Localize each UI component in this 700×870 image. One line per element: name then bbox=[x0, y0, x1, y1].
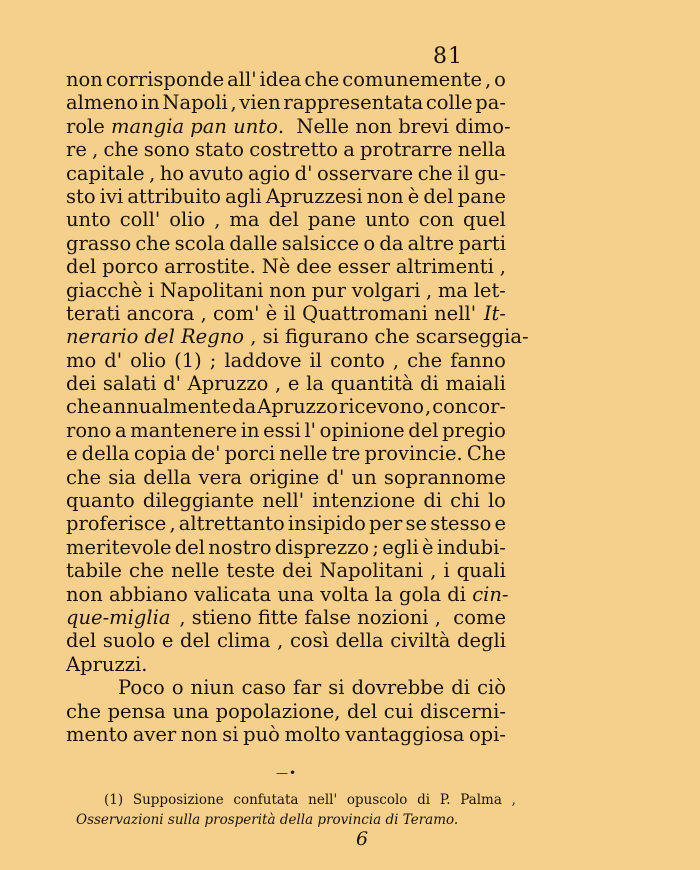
text-line bbox=[66, 372, 506, 395]
text-line bbox=[66, 582, 509, 606]
text-segment: proferisce , altrettanto insipido per se stesso e bbox=[66, 512, 506, 536]
text-segment: terati ancora , com' è il Quattromani nell' bbox=[66, 301, 483, 325]
text-line bbox=[66, 302, 506, 325]
text-segment: giacchè i Napolitani non pur volgari , ma let- bbox=[66, 278, 506, 302]
italic-text: mangia pan unto bbox=[111, 114, 278, 138]
text-segment: Poco o niun caso far si dovrebbe di ciò bbox=[118, 676, 506, 700]
footnote bbox=[76, 790, 516, 830]
text-segment: tabile che nelle teste dei Napolitani , i quali bbox=[66, 559, 506, 583]
body-text bbox=[66, 68, 529, 746]
text-segment: Apruzzi. bbox=[66, 652, 148, 676]
page-number: 81 bbox=[433, 44, 463, 69]
text-line bbox=[66, 700, 506, 723]
text-segment: dei salati d' Apruzzo , e la quantità di maiali bbox=[66, 372, 506, 396]
text-line bbox=[66, 536, 506, 559]
text-line bbox=[66, 676, 506, 699]
text-line bbox=[66, 279, 506, 302]
text-segment: che annualmente da Apruzzo ricevono , concor- bbox=[66, 395, 506, 419]
text-line bbox=[66, 114, 511, 138]
text-line bbox=[66, 325, 529, 349]
text-segment: . Nelle non brevi dimo- bbox=[277, 114, 511, 138]
text-line bbox=[66, 349, 506, 372]
text-line bbox=[66, 208, 506, 231]
text-line bbox=[66, 512, 506, 535]
text-segment: che sia della vera origine d' un soprannome bbox=[66, 465, 506, 489]
text-line bbox=[66, 606, 506, 629]
text-line bbox=[66, 185, 506, 208]
text-segment: , stieno fitte false nozioni , come bbox=[173, 605, 506, 629]
italic-text: que-miglia bbox=[66, 605, 171, 629]
text-segment: non corrisponde all' idea che comunemente , o bbox=[66, 68, 506, 91]
text-segment: meritevole del nostro disprezzo ; egli è indubi- bbox=[66, 535, 506, 559]
text-segment: del porco arrostite. Nè dee esser altrimenti , bbox=[66, 255, 506, 279]
footnote-line bbox=[76, 790, 516, 810]
text-line bbox=[66, 442, 506, 465]
italic-text: It- bbox=[483, 301, 506, 325]
text-line bbox=[66, 559, 506, 582]
text-segment: e della copia de' porci nelle tre provincie. Che bbox=[66, 442, 506, 466]
text-segment: almeno in Napoli , vien rappresentata colle pa- bbox=[66, 91, 506, 115]
italic-text: Osservazioni sulla prosperità della provincia di Teramo. bbox=[76, 812, 459, 828]
text-line bbox=[66, 232, 506, 255]
text-segment: quanto dileggiante nell' intenzione di chi lo bbox=[66, 489, 506, 513]
footnote-line bbox=[76, 810, 516, 830]
text-segment: re , che sono stato costretto a protrarre nella bbox=[66, 138, 506, 162]
text-line bbox=[66, 162, 506, 185]
text-segment: , si figurano che scarseggia- bbox=[244, 325, 529, 349]
text-segment: (1) Supposizione confutata nell' opuscolo di P. Palma , bbox=[104, 792, 516, 808]
text-segment: mento aver non si può molto vantaggiosa opi- bbox=[66, 722, 506, 746]
text-line bbox=[66, 653, 506, 676]
text-line bbox=[66, 68, 506, 91]
text-line bbox=[66, 629, 506, 652]
text-line bbox=[66, 138, 506, 161]
text-line bbox=[66, 466, 506, 489]
text-segment: mo d' olio (1) ; laddove il conto , che fanno bbox=[66, 348, 506, 372]
text-segment: capitale , ho avuto agio d' osservare che il gu- bbox=[66, 161, 506, 185]
text-line bbox=[66, 91, 506, 114]
italic-text: nerario del Regno bbox=[66, 325, 245, 349]
text-segment: sto ivi attribuito agli Apruzzesi non è del pane bbox=[66, 184, 506, 208]
text-line bbox=[66, 395, 506, 418]
text-segment: rono a mantenere in essi l' opinione del pregio bbox=[66, 418, 506, 442]
italic-text: cin- bbox=[472, 582, 509, 606]
text-line bbox=[66, 723, 506, 746]
text-line bbox=[66, 419, 506, 442]
signature-mark: 6 bbox=[356, 828, 369, 850]
text-segment: del suolo e del clima , così della civiltà degli bbox=[66, 629, 506, 653]
text-line bbox=[66, 489, 506, 512]
text-segment: grasso che scola dalle salsicce o da altre parti bbox=[66, 231, 506, 255]
text-segment: role bbox=[66, 114, 112, 138]
text-segment: che pensa una popolazione, del cui discerni- bbox=[66, 699, 506, 723]
text-segment: non abbiano valicata una volta la gola di bbox=[66, 582, 473, 606]
text-line bbox=[66, 255, 506, 278]
text-segment: unto coll' olio , ma del pane unto con quel bbox=[66, 208, 506, 232]
separator-mark: —• bbox=[276, 766, 298, 780]
